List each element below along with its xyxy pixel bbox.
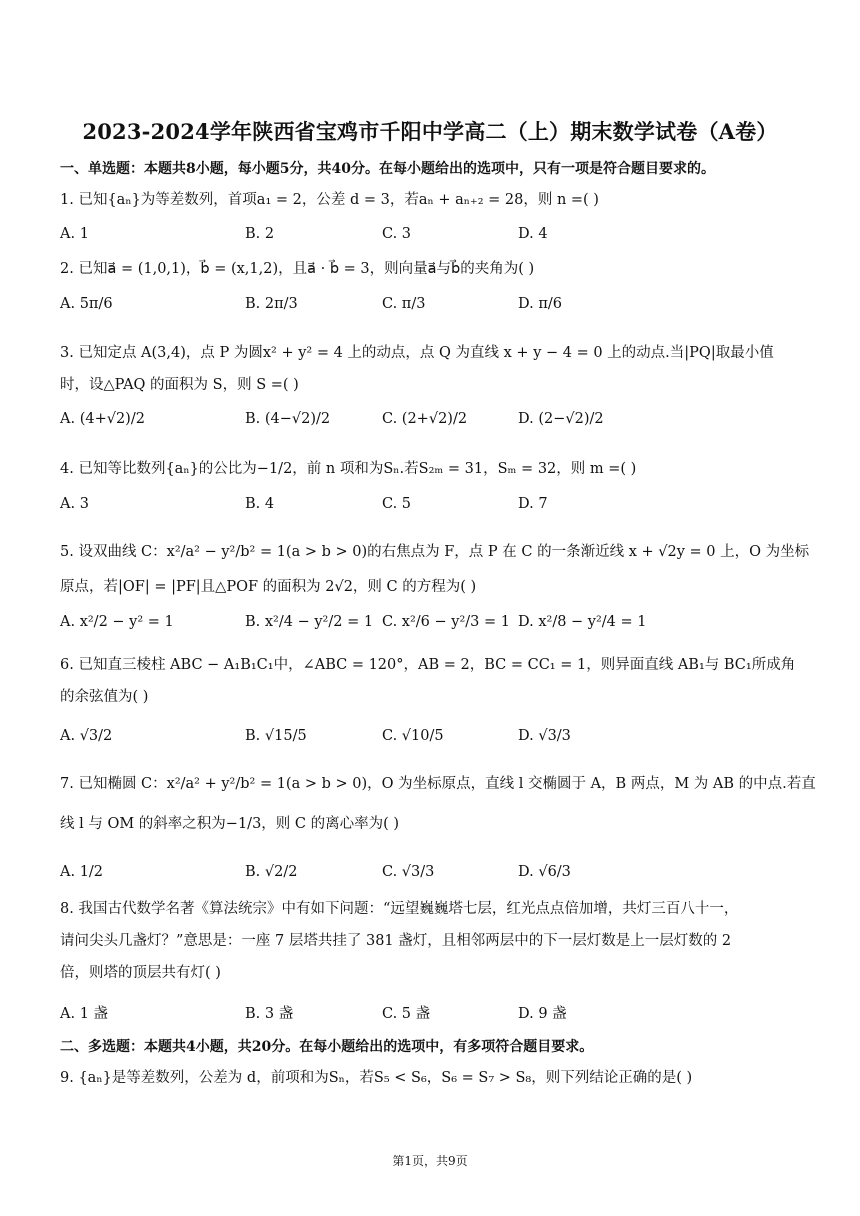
- question-6: [60, 649, 805, 713]
- option-c: C. x²/6 − y²/3 = 1: [382, 614, 510, 630]
- page-footer: 第1页，共9页: [392, 1154, 468, 1168]
- option-b: B. 2π/3: [245, 296, 298, 312]
- option-a: A. √3/2: [60, 728, 113, 744]
- option-c: C. 5: [382, 496, 412, 512]
- question-3-line-1: 3. 已知定点 A(3,4)，点 P 为圆x² + y² = 4 上的动点，点 Q 为直线 x + y − 4 = 0 上的动点.当|PQ|取最小值: [60, 345, 774, 361]
- question-5: [60, 533, 810, 603]
- question-9-text: 9. {aₙ}是等差数列，公差为 d，前项和为Sₙ，若S₅ < S₆，S₆ = S₇ > S₈，则下列结论正确的是( ): [60, 1070, 693, 1086]
- option-b: B. (4−√2)/2: [245, 411, 331, 427]
- option-b: B. 4: [245, 496, 275, 512]
- option-b: B. 2: [245, 226, 275, 242]
- question-2-text: 2. 已知a⃗ = (1,0,1)，b⃗ = (x,1,2)，且a⃗ · b⃗ = 3，则向量a⃗与b⃗的夹角为( ): [60, 261, 535, 277]
- question-8-options: [60, 1002, 805, 1030]
- option-b: B. 3 盏: [245, 1006, 294, 1022]
- question-2: [60, 253, 805, 285]
- section-single-choice-heading: 一、单选题：本题共8小题，每小题5分，共40分。在每小题给出的选项中，只有一项是符合题目要求的。: [60, 161, 715, 177]
- question-8: [60, 893, 805, 989]
- question-5-line-2: 原点，若|OF| = |PF|且△POF 的面积为 2√2，则 C 的方程为( ): [60, 579, 477, 595]
- option-a: A. 1 盏: [60, 1006, 109, 1022]
- question-4-options: [60, 496, 805, 524]
- question-1: [60, 184, 805, 216]
- option-c: C. 3: [382, 226, 412, 242]
- option-c: C. 5 盏: [382, 1006, 431, 1022]
- option-b: B. x²/4 − y²/2 = 1: [245, 614, 374, 630]
- option-a: A. x²/2 − y² = 1: [60, 614, 174, 630]
- option-a: A. 3: [60, 496, 89, 512]
- option-a: A. 5π/6: [60, 296, 113, 312]
- question-5-line-1: 5. 设双曲线 C：x²/a² − y²/b² = 1(a > b > 0)的右焦点为 F，点 P 在 C 的一条渐近线 x + √2y = 0 上，O 为坐标: [60, 544, 810, 560]
- question-7: [60, 764, 816, 844]
- option-b: B. √2/2: [245, 864, 298, 880]
- question-8-line-3: 倍，则塔的顶层共有灯( ): [60, 965, 221, 981]
- question-1-text: 1. 已知{aₙ}为等差数列，首项a₁ = 2，公差 d = 3，若aₙ + aₙ₊₂ = 28，则 n =( ): [60, 192, 599, 208]
- option-c: C. π/3: [382, 296, 426, 312]
- option-a: A. 1/2: [60, 864, 104, 880]
- option-a: A. 1: [60, 226, 89, 242]
- question-9: [60, 1062, 805, 1094]
- option-d: D. 7: [518, 496, 548, 512]
- question-5-options: [60, 614, 805, 642]
- option-d: D. π/6: [518, 296, 562, 312]
- question-7-options: [60, 864, 805, 892]
- page-title: 2023-2024学年陕西省宝鸡市千阳中学高二（上）期末数学试卷（A卷）: [82, 119, 778, 144]
- question-3-line-2: 时，设△PAQ 的面积为 S，则 S =( ): [60, 377, 299, 393]
- question-6-line-1: 6. 已知直三棱柱 ABC − A₁B₁C₁中，∠ABC = 120°，AB = 2，BC = CC₁ = 1，则异面直线 AB₁与 BC₁所成角: [60, 657, 796, 673]
- option-d: D. √6/3: [518, 864, 571, 880]
- question-6-line-2: 的余弦值为( ): [60, 689, 149, 705]
- question-2-options: [60, 296, 805, 324]
- question-7-line-2: 线 l 与 OM 的斜率之积为−1/3，则 C 的离心率为( ): [60, 816, 400, 832]
- question-8-line-2: 请问尖头几盏灯？”意思是：一座 7 层塔共挂了 381 盏灯，且相邻两层中的下一层灯数是上一层灯数的 2: [60, 933, 732, 949]
- option-d: D. √3/3: [518, 728, 571, 744]
- option-c: C. √10/5: [382, 728, 444, 744]
- question-8-line-1: 8. 我国古代数学名著《算法统宗》中有如下问题：“远望巍巍塔七层，红光点点倍加增，共灯三百八十一，: [60, 901, 739, 917]
- question-3: [60, 337, 805, 401]
- question-7-line-1: 7. 已知椭圆 C：x²/a² + y²/b² = 1(a > b > 0)，O 为坐标原点，直线 l 交椭圆于 A，B 两点，M 为 AB 的中点.若直: [60, 776, 816, 792]
- option-d: D. (2−√2)/2: [518, 411, 604, 427]
- option-d: D. 4: [518, 226, 548, 242]
- question-1-options: [60, 226, 805, 254]
- option-c: C. √3/3: [382, 864, 435, 880]
- question-3-options: [60, 411, 805, 439]
- question-6-options: [60, 728, 805, 756]
- option-d: D. x²/8 − y²/4 = 1: [518, 614, 647, 630]
- question-4-text: 4. 已知等比数列{aₙ}的公比为−1/2，前 n 项和为Sₙ.若S₂ₘ = 31，Sₘ = 32，则 m =( ): [60, 461, 637, 477]
- question-4: [60, 453, 805, 485]
- option-b: B. √15/5: [245, 728, 307, 744]
- section-multiple-choice-heading: 二、多选题：本题共4小题，共20分。在每小题给出的选项中，有多项符合题目要求。: [60, 1039, 594, 1055]
- option-c: C. (2+√2)/2: [382, 411, 468, 427]
- option-a: A. (4+√2)/2: [60, 411, 145, 427]
- option-d: D. 9 盏: [518, 1006, 567, 1022]
